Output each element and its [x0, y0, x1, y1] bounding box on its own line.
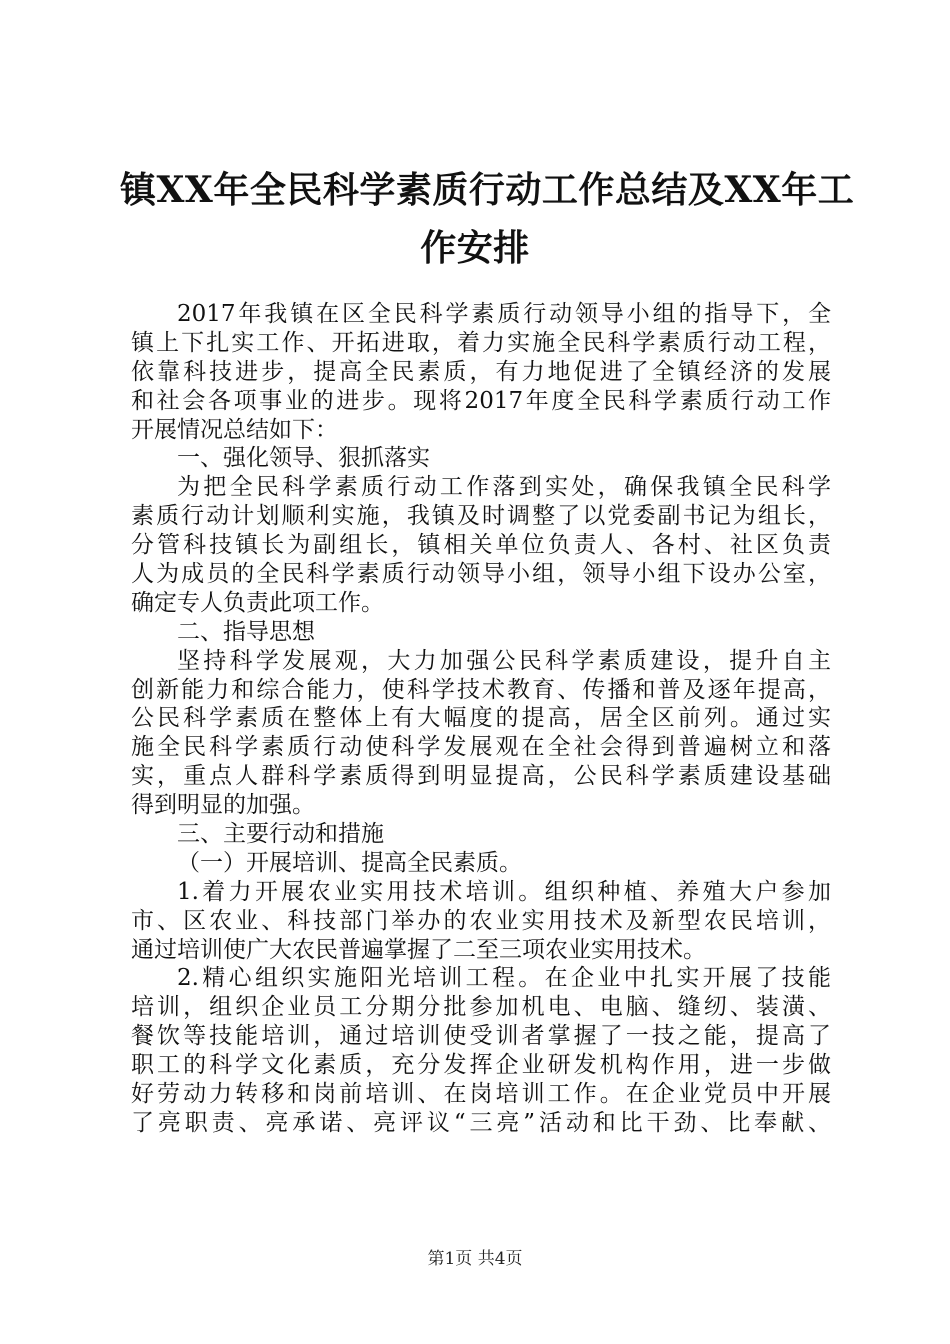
- body-line: 1.着力开展农业实用技术培训。组织种植、养殖大户参加: [177, 878, 831, 905]
- body-line: 和社会各项事业的进步。现将2017年度全民科学素质行动工作: [131, 387, 831, 414]
- body-line: 创新能力和综合能力，使科学技术教育、传播和普及逐年提高，: [131, 676, 831, 703]
- body-line: 开展情况总结如下：: [131, 416, 338, 443]
- body-line: 公民科学素质在整体上有大幅度的提高，居全区前列。通过实: [131, 705, 831, 732]
- body-line: 坚持科学发展观，大力加强公民科学素质建设，提升自主: [177, 647, 831, 674]
- section-heading: 二、指导思想: [177, 618, 315, 645]
- body-line: 通过培训使广大农民普遍掌握了二至三项农业实用技术。: [131, 936, 706, 963]
- body-line: 得到明显的加强。: [131, 792, 315, 819]
- body-line: 分管科技镇长为副组长，镇相关单位负责人、各村、社区负责: [131, 532, 831, 559]
- document-title-line-2: 作安排: [420, 227, 530, 269]
- section-heading: 一、强化领导、狠抓落实: [177, 445, 430, 472]
- body-line: 为把全民科学素质行动工作落到实处，确保我镇全民科学: [177, 474, 831, 501]
- body-line: 2017年我镇在区全民科学素质行动领导小组的指导下，全: [177, 301, 831, 327]
- body-line: 确定专人负责此项工作。: [131, 589, 384, 616]
- document-title-line-1: 镇XX年全民科学素质行动工作总结及XX年工: [120, 169, 855, 211]
- body-line: 好劳动力转移和岗前培训、在岗培训工作。在企业党员中开展: [131, 1081, 831, 1108]
- body-line: 人为成员的全民科学素质行动领导小组，领导小组下设办公室，: [131, 561, 831, 588]
- body-line: 餐饮等技能培训，通过培训使受训者掌握了一技之能，提高了: [131, 1023, 831, 1050]
- body-line: 了亮职责、亮承诺、亮评议“三亮”活动和比干劲、比奉献、: [131, 1109, 831, 1136]
- body-line: 依靠科技进步，提高全民素质，有力地促进了全镇经济的发展: [131, 358, 831, 385]
- body-line: 镇上下扎实工作、开拓进取，着力实施全民科学素质行动工程，: [131, 329, 831, 356]
- section-heading: 三、主要行动和措施: [177, 821, 384, 848]
- body-line: 实，重点人群科学素质得到明显提高，公民科学素质建设基础: [131, 763, 831, 790]
- document-body: [131, 300, 831, 1138]
- page-number-footer: 第1页 共4页: [427, 1249, 523, 1269]
- body-line: 市、区农业、科技部门举办的农业实用技术及新型农民培训，: [131, 907, 831, 934]
- body-line: 施全民科学素质行动使科学发展观在全社会得到普遍树立和落: [131, 734, 831, 761]
- body-line: 素质行动计划顺利实施，我镇及时调整了以党委副书记为组长，: [131, 503, 831, 530]
- subsection-heading: （一）开展培训、提高全民素质。: [177, 849, 522, 876]
- body-line: 培训，组织企业员工分期分批参加机电、电脑、缝纫、装潢、: [131, 994, 831, 1021]
- body-line: 2.精心组织实施阳光培训工程。在企业中扎实开展了技能: [177, 965, 831, 992]
- body-line: 职工的科学文化素质，充分发挥企业研发机构作用，进一步做: [131, 1052, 831, 1079]
